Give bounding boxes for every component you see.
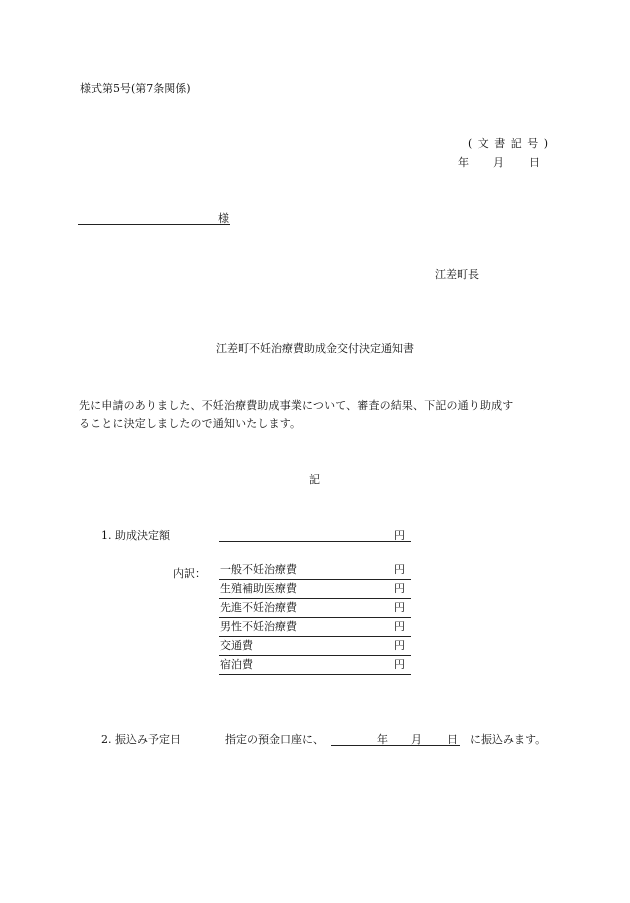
breakdown-line <box>219 617 411 618</box>
breakdown-name: 先進不妊治療費 <box>220 601 297 614</box>
date-year: 年 <box>458 156 469 169</box>
form-number: 様式第5号(第7条関係) <box>80 82 191 95</box>
item2-label: 2. 振込み予定日 <box>101 733 181 746</box>
breakdown-yen: 円 <box>394 582 405 595</box>
item1-amount-line <box>219 541 411 542</box>
breakdown-line <box>219 655 411 656</box>
document-reference: ( 文 書 記 号 ) <box>468 137 550 150</box>
date-month: 月 <box>493 156 504 169</box>
breakdown-label: 内訳： <box>173 567 206 580</box>
document-title: 江差町不妊治療費助成金交付決定通知書 <box>216 342 414 355</box>
item2-day: 日 <box>447 733 458 746</box>
ki-heading: 記 <box>309 473 320 486</box>
breakdown-yen: 円 <box>394 563 405 576</box>
date-day: 日 <box>529 156 540 169</box>
item2-text-before: 指定の預金口座に、 <box>225 733 324 746</box>
breakdown-yen: 円 <box>394 601 405 614</box>
breakdown-name: 一般不妊治療費 <box>220 563 297 576</box>
item2-month: 月 <box>411 733 422 746</box>
breakdown-name: 男性不妊治療費 <box>220 620 297 633</box>
item2-year: 年 <box>377 733 388 746</box>
breakdown-yen: 円 <box>394 639 405 652</box>
sender: 江差町長 <box>435 268 479 281</box>
breakdown-name: 生殖補助医療費 <box>220 582 297 595</box>
body-text-line-1: 先に申請のありました、不妊治療費助成事業について、審査の結果、下記の通り助成す <box>79 399 514 412</box>
item2-text-after: に振込みます。 <box>470 733 547 746</box>
body-text-line-2: ることに決定しましたので通知いたします。 <box>79 417 302 430</box>
item1-yen: 円 <box>394 529 405 542</box>
addressee-suffix: 様 <box>218 212 229 225</box>
breakdown-name: 宿泊費 <box>220 658 253 671</box>
item2-date-line <box>331 745 460 746</box>
breakdown-name: 交通費 <box>220 639 253 652</box>
breakdown-line <box>219 636 411 637</box>
breakdown-line <box>219 674 411 675</box>
breakdown-line <box>219 598 411 599</box>
breakdown-line <box>219 579 411 580</box>
breakdown-yen: 円 <box>394 658 405 671</box>
breakdown-yen: 円 <box>394 620 405 633</box>
item1-label: 1. 助成決定額 <box>101 529 170 542</box>
addressee-line <box>78 224 230 225</box>
